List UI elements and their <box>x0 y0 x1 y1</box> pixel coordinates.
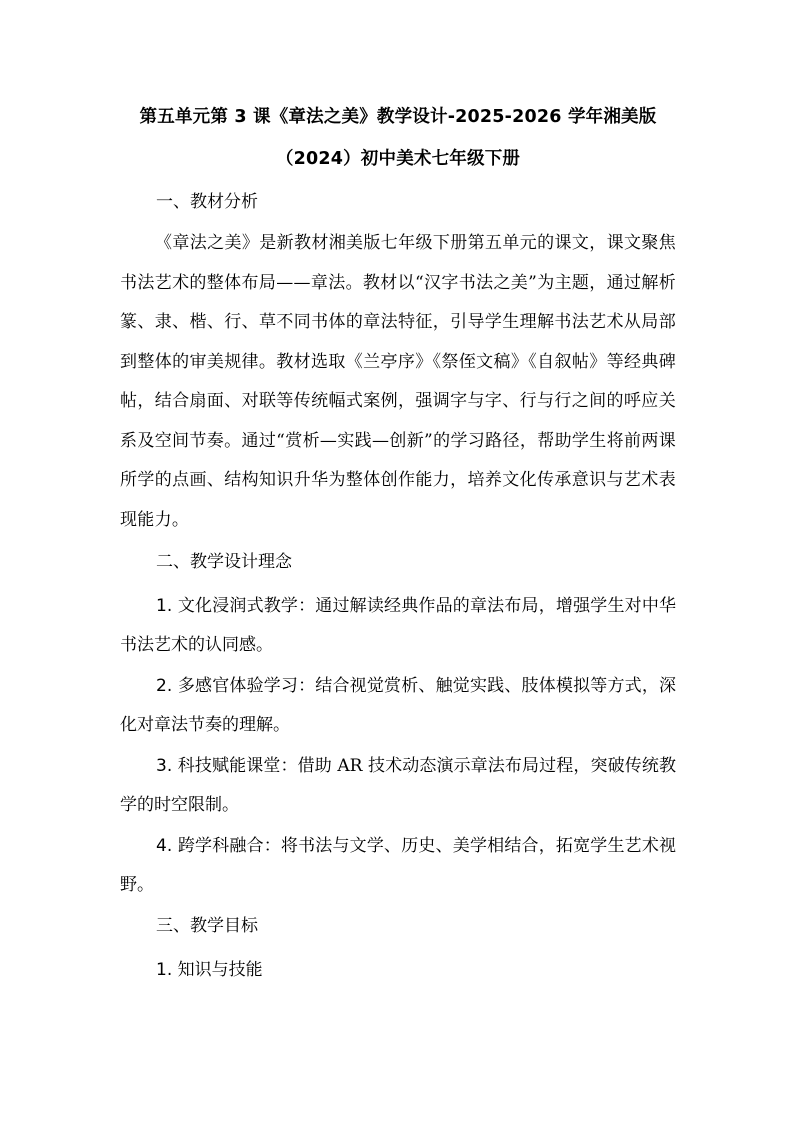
section-heading-design-concept: 二、教学设计理念 <box>156 552 292 572</box>
item-number: 4. <box>156 836 173 856</box>
section-heading-teaching-objectives: 三、教学目标 <box>156 916 258 936</box>
design-concept-item-2 <box>120 667 676 744</box>
item-text: 多感官体验学习：结合视觉赏析、触觉实践、肢体模拟等方式，深化对章法节奏的理解。 <box>120 676 677 735</box>
section-heading-textbook-analysis: 一、教材分析 <box>156 192 258 212</box>
design-concept-item-1 <box>120 587 676 664</box>
item-number: 2. <box>156 676 173 696</box>
design-concept-item-4 <box>120 827 676 904</box>
textbook-analysis-paragraph: 《章法之美》是新教材湘美版七年级下册第五单元的课文，课文聚焦书法艺术的整体布局——章法。教材以“汉字书法之美”为主题，通过解析篆、隶、楷、行、草不同书体的章法特征，引导学生理解书法艺术从局部到整体的审美规律。教材选取《兰亭序》《祭侄文稿》《自叙帖》等经典碑帖，结合扇面、对联等传统幅式案例，强调字与字、行与行之间的呼应关系及空间节奏。通过“赏析—实践—创新”的学习路径，帮助学生将前两课所学的点画、结构知识升华为整体创作能力，培养文化传承意识与艺术表现能力。 <box>120 233 676 530</box>
design-concept-item-3 <box>120 747 676 824</box>
objective-subheading-knowledge-skills <box>120 948 676 992</box>
item-text: 文化浸润式教学：通过解读经典作品的章法布局，增强学生对中华书法艺术的认同感。 <box>120 596 677 655</box>
document-body <box>120 96 676 992</box>
document-title-line-1: 第五单元第 3 课《章法之美》教学设计-2025-2026 学年湘美版 <box>139 107 657 127</box>
item-number: 1. <box>156 596 173 616</box>
item-text: 科技赋能课堂：借助 AR 技术动态演示章法布局过程，突破传统教学的时空限制。 <box>120 756 676 815</box>
subheading-text: 知识与技能 <box>177 960 263 980</box>
document-title-line-2: （2024）初中美术七年级下册 <box>275 149 521 169</box>
subheading-number: 1. <box>156 960 173 980</box>
item-text: 跨学科融合：将书法与文学、历史、美学相结合，拓宽学生艺术视野。 <box>120 836 677 895</box>
item-number: 3. <box>156 756 173 776</box>
